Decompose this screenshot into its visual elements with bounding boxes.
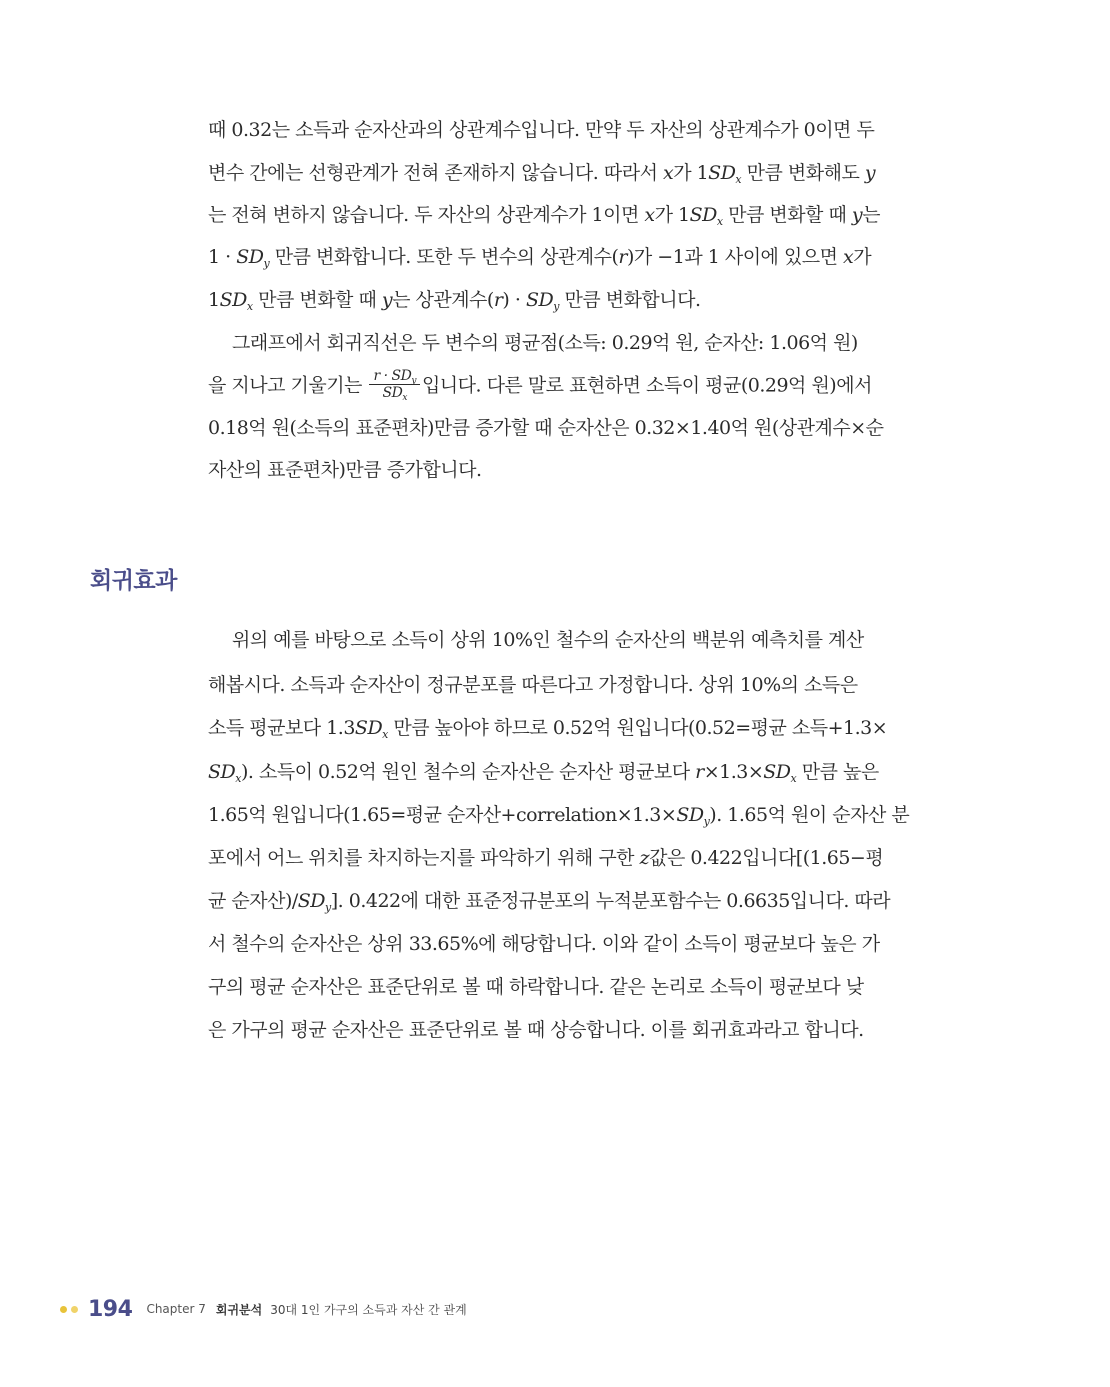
paragraph3-line5: 1.65억 원입니다(1.65=평균 순자산$+correlation\times 1.3\times SD_y$). 1.65억 원이 순자산 분	[208, 804, 910, 828]
paragraph1-line4: $1 \cdot SD_y$ 만큼 변화합니다. 또한 두 변수의 상관계수(r)가 −1과 1 사이에 있으면 x가	[208, 246, 872, 270]
chapter-label: Chapter 7	[146, 1302, 206, 1316]
bullet-dots-icon	[60, 1306, 78, 1313]
paragraph3-line8: 서 철수의 순자산은 상위 33.65%에 해당합니다. 이와 같이 소득이 평균보다 높은 가	[208, 933, 880, 955]
section-heading: 회귀효과	[90, 568, 177, 594]
paragraph1-line5: $1SD_x$ 만큼 변화할 때 y는 상관계수$(r) \cdot SD_y$ 만큼 변화합니다.	[208, 289, 701, 313]
paragraph3-line4: $SD_x$). 소득이 0.52억 원인 철수의 순자산은 순자산 평균보다 $r\times 1.3\times SD_x$ 만큼 높은	[208, 761, 879, 785]
slope-fraction: $\frac{r \cdot SD_y}{SD_x}$	[369, 368, 419, 401]
paragraph1-line2: 변수 간에는 선형관계가 전혀 존재하지 않습니다. 따라서 x가 $1SD_x$ 만큼 변화해도 y	[208, 162, 876, 186]
paragraph1-line3: 는 전혀 변하지 않습니다. 두 자산의 상관계수가 1이면 x가 $1SD_x$ 만큼 변화할 때 y는	[208, 204, 880, 228]
paragraph1-line1: 때 0.32는 소득과 순자산과의 상관계수입니다. 만약 두 자산의 상관계수가 0이면 두	[208, 119, 875, 141]
paragraph3-line7: 균 순자산)$/SD_y$]. 0.422에 대한 표준정규분포의 누적분포함수는 0.6635입니다. 따라	[208, 890, 891, 914]
paragraph2-line3: 0.18억 원(소득의 표준편차)만큼 증가할 때 순자산은 0.32×1.40억 원(상관계수×순	[208, 417, 884, 439]
paragraph3-line6: 포에서 어느 위치를 차지하는지를 파악하기 위해 구한 z값은 0.422입니다[(1.65−평	[208, 847, 884, 869]
paragraph3-line10: 은 가구의 평균 순자산은 표준단위로 볼 때 상승합니다. 이를 회귀효과라고 합니다.	[208, 1019, 864, 1041]
page-number: 194	[88, 1296, 133, 1322]
paragraph2-line1: 그래프에서 회귀직선은 두 변수의 평균점(소득: 0.29억 원, 순자산: 1.06억 원)	[232, 332, 858, 354]
page-footer	[60, 1294, 467, 1324]
paragraph3-line9: 구의 평균 순자산은 표준단위로 볼 때 하락합니다. 같은 논리로 소득이 평균보다 낮	[208, 976, 864, 998]
chapter-subtitle: 30대 1인 가구의 소득과 자산 간 관계	[270, 1302, 467, 1317]
paragraph3-line2: 해봅시다. 소득과 순자산이 정규분포를 따른다고 가정합니다. 상위 10%의 소득은	[208, 674, 858, 696]
chapter-title: 회귀분석	[215, 1302, 263, 1317]
paragraph3-line1: 위의 예를 바탕으로 소득이 상위 10%인 철수의 순자산의 백분위 예측치를 계산	[232, 629, 864, 651]
paragraph3-line3: 소득 평균보다 $1.3SD_x$ 만큼 높아야 하므로 0.52억 원입니다(0.52=평균 소득+1.3×	[208, 717, 888, 741]
paragraph2-line2: 을 지나고 기울기는 $\frac{r \cdot SD_y}{SD_x}$ 입니다. 다른 말로 표현하면 소득이 평균(0.29억 원)에서	[208, 368, 872, 403]
paragraph2-line4: 자산의 표준편차)만큼 증가합니다.	[208, 459, 482, 481]
